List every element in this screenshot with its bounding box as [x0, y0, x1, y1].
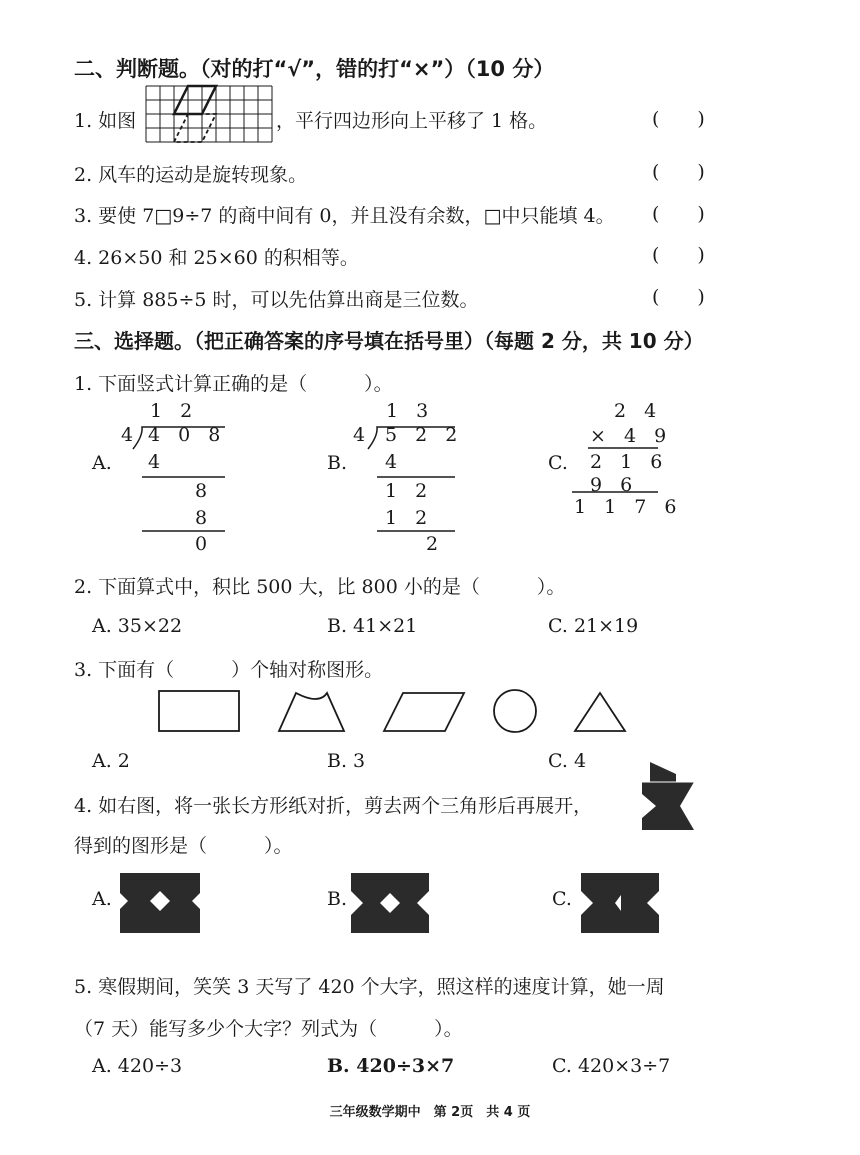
- q5-option-c: C. 420×3÷7: [552, 1055, 671, 1077]
- grid-figure: [146, 86, 274, 146]
- answer-paren-3[interactable]: ( ): [652, 203, 705, 225]
- calc-a-row: 8: [195, 507, 214, 529]
- folded-paper-figure: [640, 760, 696, 842]
- calc-c-row: 2 1 6: [590, 451, 669, 473]
- calc-a-quotient: 1 2: [150, 400, 199, 422]
- judge-q5: 5. 计算 885÷5 时，可以先估算出商是三位数。: [74, 289, 479, 311]
- calc-b-row: 1 2: [385, 507, 434, 529]
- triangle-shape: [575, 693, 625, 731]
- calc-b-row: 1 2: [385, 480, 434, 502]
- q4-option-b-figure: [351, 873, 429, 933]
- calc-a-row: 8: [195, 480, 214, 502]
- q1-label-b: B.: [327, 452, 348, 474]
- q3-option-b: B. 3: [327, 750, 366, 772]
- q4-option-a-figure: [120, 873, 200, 933]
- judge-q4: 4. 26×50 和 25×60 的积相等。: [74, 247, 359, 269]
- choice-q5-line1: 5. 寒假期间，笑笑 3 天写了 420 个大字，照这样的速度计算，她一周: [74, 976, 665, 998]
- judge-q3: 3. 要使 7□9÷7 的商中间有 0，并且没有余数，□中只能填 4。: [74, 205, 615, 227]
- calc-a-row: 0: [195, 533, 214, 555]
- calc-b-row: 2: [426, 533, 445, 555]
- q4-option-c-figure: [581, 873, 659, 933]
- judge-q1-suffix: ，平行四边形向上平移了 1 格。: [276, 110, 548, 132]
- q5-option-a: A. 420÷3: [92, 1055, 183, 1077]
- answer-paren-1[interactable]: ( ): [652, 108, 705, 130]
- q2-option-b: B. 41×21: [327, 615, 418, 637]
- calc-c-row: 2 4: [614, 400, 663, 422]
- calc-a-bracket: [130, 424, 230, 534]
- circle-shape: [494, 690, 536, 732]
- answer-paren-2[interactable]: ( ): [652, 161, 705, 183]
- choice-q4-line1: 4. 如右图，将一张长方形纸对折，剪去两个三角形后再展开，: [74, 795, 593, 817]
- q4-label-b: B.: [327, 888, 348, 910]
- choice-section-title: 三、选择题。（把正确答案的序号填在括号里）（每题 2 分，共 10 分）: [74, 329, 704, 353]
- judge-q2: 2. 风车的运动是旋转现象。: [74, 164, 308, 186]
- q5-option-b: B. 420÷3×7: [327, 1055, 455, 1077]
- calc-a-divisor: 4: [121, 424, 140, 446]
- choice-q1: 1. 下面竖式计算正确的是（ ）。: [74, 373, 393, 395]
- choice-q5-line2: （7 天）能写多少个大字？列式为（ ）。: [74, 1018, 463, 1040]
- calc-b-divisor: 4: [353, 424, 372, 446]
- calc-c-row: 1 1 7 6: [574, 496, 683, 518]
- q1-label-a: A.: [92, 452, 112, 474]
- calc-b-bracket: [365, 424, 465, 534]
- judge-section-title: 二、判断题。（对的打“√”，错的打“×”）（10 分）: [74, 57, 555, 81]
- calc-c-lines: [570, 446, 660, 496]
- q4-label-c: C.: [552, 888, 572, 910]
- rectangle-shape: [159, 691, 239, 731]
- q1-label-c: C.: [548, 452, 568, 474]
- q4-label-a: A.: [92, 888, 112, 910]
- calc-c-row: × 4 9: [590, 425, 673, 447]
- choice-q2: 2. 下面算式中，积比 500 大，比 800 小的是（ ）。: [74, 576, 566, 598]
- page-footer: 三年级数学期中 第 2页 共 4 页: [329, 1105, 531, 1120]
- answer-paren-5[interactable]: ( ): [652, 286, 705, 308]
- shapes-row: [150, 685, 670, 740]
- q3-option-c: C. 4: [548, 750, 587, 772]
- calc-a-row: 4: [148, 451, 167, 473]
- q2-option-c: C. 21×19: [548, 615, 639, 637]
- answer-paren-4[interactable]: ( ): [652, 244, 705, 266]
- calc-b-row: 4: [385, 451, 404, 473]
- choice-q3: 3. 下面有（ ）个轴对称图形。: [74, 659, 384, 681]
- trapezoid-shape: [279, 693, 344, 731]
- calc-b-quotient: 1 3: [386, 400, 435, 422]
- calc-c-row: 9 6: [590, 474, 639, 496]
- calc-a-dividend: 4 0 8: [148, 424, 227, 446]
- q3-option-a: A. 2: [92, 750, 130, 772]
- calc-b-dividend: 5 2 2: [385, 424, 464, 446]
- choice-q4-line2: 得到的图形是（ ）。: [74, 835, 293, 857]
- q2-option-a: A. 35×22: [92, 615, 183, 637]
- parallelogram-shape: [384, 693, 464, 731]
- judge-q1-prefix: 1. 如图: [74, 110, 137, 132]
